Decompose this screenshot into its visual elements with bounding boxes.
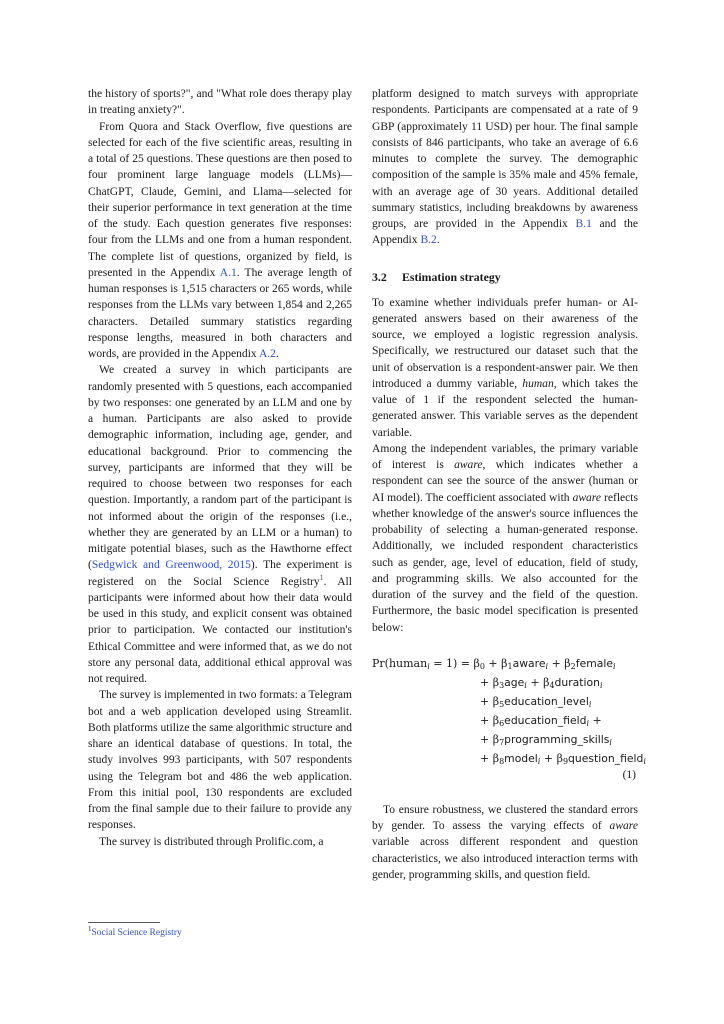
- equation-line: + $\beta_7programming\_skillsi$: [480, 732, 612, 747]
- section-title: Estimation strategy: [402, 269, 501, 284]
- text-run: ). The experiment is registered on the Social Science Registry: [88, 559, 353, 588]
- equation-term: education_field: [504, 713, 587, 727]
- equation-number: (1): [622, 768, 636, 781]
- variable-name: aware: [609, 820, 638, 832]
- text-run: To ensure robustness, we clustered the standard errors by gender. To assess the varying effects of: [372, 803, 638, 832]
- equation-term: duration: [554, 675, 600, 689]
- text-run: We created a survey in which participants are randomly presented with 5 questions, each accompanied by two responses: one generated by an LLM and one by a human. Participants are also asked to provide demographic information, including age, gender, and educational background. Prior to commencing the survey, participants are informed that they will be required to choose between two responses for each question. Importantly, a random part of the participant is not informed about the origin of the responses (i.e., whether they are generated by an LLM or a human) to mitigate potential biases, such as the Hawthorne effect (: [88, 364, 352, 572]
- text-run: Among the independent variables, the primary variable of interest is: [372, 442, 638, 471]
- equation-lhs: = 1) =: [429, 656, 470, 670]
- appendix-link[interactable]: A.2: [258, 348, 276, 360]
- citation-link[interactable]: Sedgwick and Greenwood, 2015: [91, 559, 251, 572]
- text-run: , which indicates whether a respondent can see the source of the answer (human or AI model). The coefficient associated with: [372, 459, 639, 504]
- left-column: [88, 86, 352, 850]
- equation-term: female: [575, 656, 613, 670]
- paragraph: [88, 362, 352, 687]
- equation-line: + $\beta_8modeli$ + $\beta_9question\_fieldi$: [480, 751, 646, 766]
- appendix-link[interactable]: B.2: [420, 234, 437, 247]
- paragraph: [372, 802, 638, 883]
- text-run: . All participants were informed about how their data would be used in this study, and explicit consent was obtained prior to participation. We contacted our institution's Ethical Committee and were informed that, as we do not store any personal data, additional ethical approval was not required.: [88, 575, 352, 685]
- text-run: platform designed to match surveys with appropriate respondents. Participants are compensated at a rate of 9 GBP (approximately 11 USD) per hour. The final sample consists of 846 participants, who take an average of 6.6 minutes to complete the survey. The demographic composition of the sample is 35% male and 45% female, with an average age of 30 years. Additional detailed summary statistics, including breakdowns by awareness groups, are provided in the Appendix: [372, 88, 638, 230]
- equation-term: age: [504, 675, 525, 689]
- paragraph: the history of sports?", and "What role does therapy play in treating anxiety?".: [88, 88, 352, 117]
- equation-term: model: [504, 751, 538, 765]
- equation-term: programming_skills: [504, 732, 610, 746]
- variable-name: aware: [454, 459, 483, 471]
- text-run: , which takes the value of 1 if the respondent selected the human-generated answer. This variable serves as the dependent variable.: [372, 377, 638, 439]
- text-run: reflects whether knowledge of the answer's source influences the probability of selecting a human-generated response. Additionally, we included respondent characteristics such as gender, age, level of education, field of study, and programming skills. We also accounted for the duration of the survey and the field of the question. Furthermore, the basic model specification is presented below:: [372, 491, 638, 634]
- text-run: To examine whether individuals prefer human- or AI-generated answers based on their awareness of the source, we employed a logistic regression analysis. Specifically, we restructured our dataset such that the unit of observation is a respondent-answer pair. We then introduced a dummy variable,: [372, 296, 638, 390]
- paragraph: [88, 119, 352, 363]
- right-column: [372, 86, 646, 883]
- variable-name: aware: [572, 491, 602, 504]
- footnote-marker[interactable]: 1: [319, 572, 324, 582]
- text-run: .: [275, 348, 279, 360]
- equation-term: education_level: [504, 694, 589, 708]
- paragraph: The survey is distributed through Prolific.com, a: [99, 835, 324, 848]
- paragraph: [372, 441, 638, 636]
- paragraph: [372, 86, 638, 249]
- section-heading: [372, 269, 638, 285]
- footnote-link[interactable]: Social Science Registry: [91, 928, 182, 938]
- text-run: and the Appendix: [372, 218, 638, 247]
- footnote-mark: 1: [88, 925, 92, 933]
- paragraph: [372, 295, 638, 441]
- text-run: .: [436, 234, 440, 247]
- equation-term: aware: [512, 656, 546, 670]
- footnote: [88, 927, 182, 939]
- equation-term: question_field: [568, 751, 644, 765]
- appendix-link[interactable]: B.1: [575, 218, 592, 230]
- text-run: . The average length of human responses is 1,515 characters or 265 words, while responses from the LLMs vary between 1,854 and 2,265 characters. Detailed summary statistics regarding response lengths, measured in both characters and words, are provided in the Appendix: [88, 266, 352, 360]
- equation-line: + $\beta_3agei$ + $\beta_4durationi$: [480, 675, 603, 690]
- equation-line: + $\beta_5education\_leveli$: [480, 694, 592, 709]
- regression-equation: [372, 656, 646, 784]
- footnote-divider: [88, 922, 160, 923]
- text-run: variable across different respondent and question characteristics, we also introduced interaction terms with gender, programming skills, and question field.: [372, 836, 638, 881]
- paragraph: The survey is implemented in two formats: a Telegram bot and a web application developed using Streamlit. Both platforms utilize the same algorithmic structure and share an identical database of questions. In total, the study involves 993 participants, with 507 respondents using the Telegram bot and 486 the web application. From this initial pool, 130 respondents are excluded from the final sample due to their failure to provide any responses.: [88, 689, 352, 832]
- appendix-link[interactable]: A.1: [219, 266, 237, 279]
- equation-lhs: Pr(human: [372, 656, 428, 670]
- section-number: 3.2: [372, 269, 387, 284]
- equation-line: Pr(humani = $1) = \beta_0$ + $\beta_1awarei$ + $\beta_2femalei$: [372, 656, 616, 671]
- text-run: From Quora and Stack Overflow, five questions are selected for each of the five scientific areas, resulting in a total of 25 questions. These questions are then posed to four prominent large language models (LLMs)—ChatGPT, Claude, Gemini, and Llama—selected for their superior performance in text generation at the time of the study. Each question generates five responses: four from the LLMs and one from a human respondent. The complete list of questions, organized by field, is presented in the Appendix: [88, 120, 352, 279]
- equation-line: + $\beta_6education\_fieldi$ +: [480, 713, 602, 728]
- variable-name: human: [522, 377, 554, 390]
